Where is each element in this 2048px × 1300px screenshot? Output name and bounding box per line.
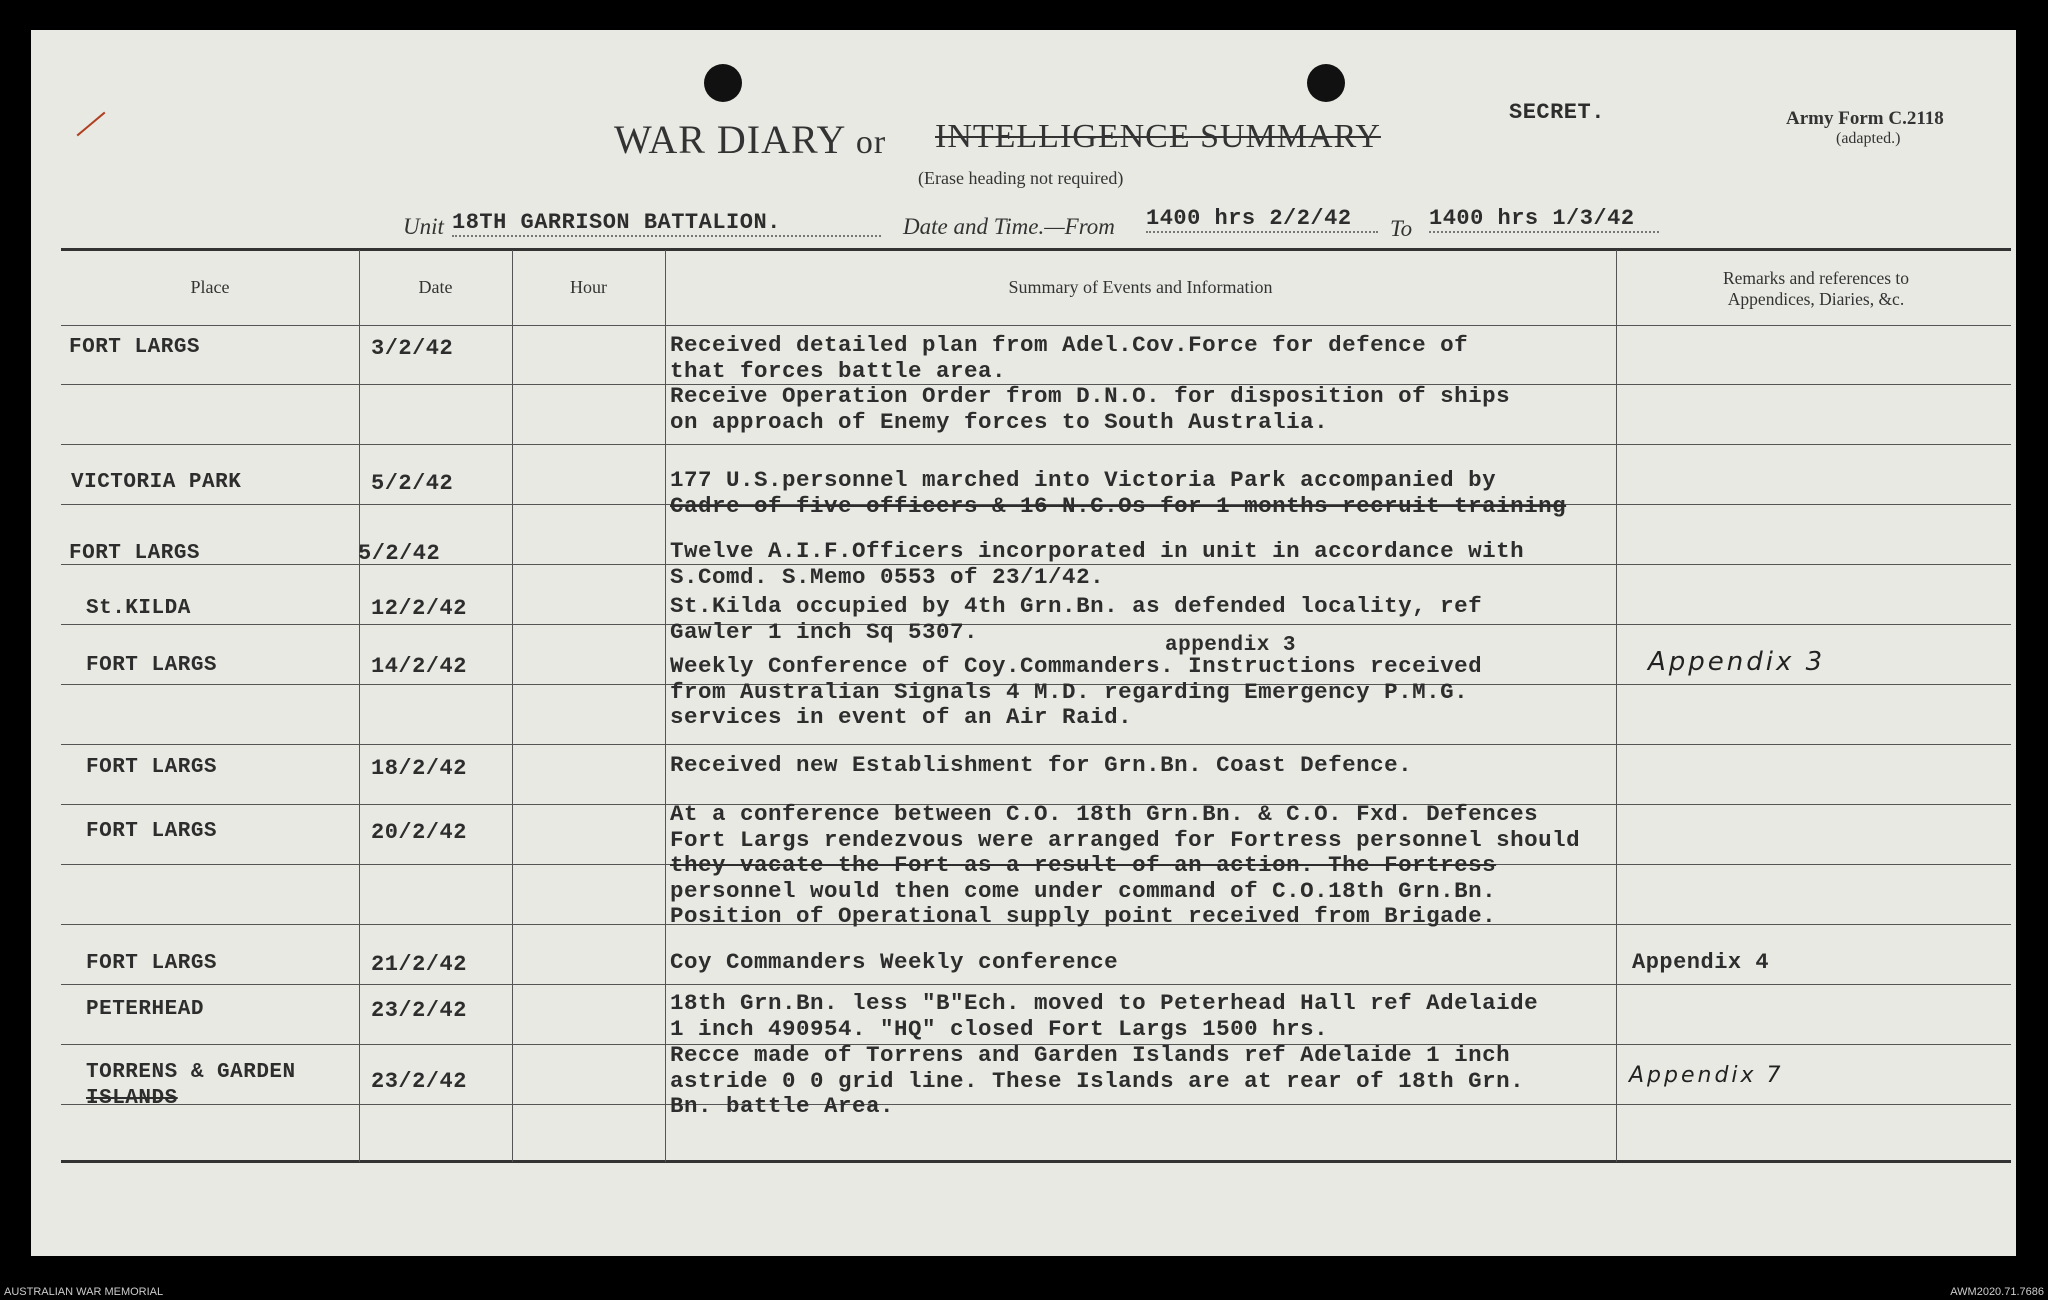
entry-summary: Twelve A.I.F.Officers incorporated in unit in accordance with S.Comd. S.Memo 0553 of 23/1/42. — [670, 538, 1525, 590]
col-hour: Hour — [570, 277, 607, 297]
entry-place: FORT LARGS — [69, 542, 201, 565]
appendix-note: appendix 3 — [1165, 634, 1297, 657]
entry-summary: 18th Grn.Bn. less "B"Ech. moved to Peterhead Hall ref Adelaide 1 inch 490954. "HQ" closed Fort Largs 1500 hrs. — [670, 990, 1539, 1042]
entry-date: 12/2/42 — [371, 596, 467, 621]
footer-left: AUSTRALIAN WAR MEMORIAL — [4, 1286, 164, 1298]
header-rule — [61, 325, 2011, 326]
datetime-label: Date and Time.—From — [903, 214, 1115, 239]
col-summary: Summary of Events and Information — [1008, 277, 1273, 297]
entry-summary: St.Kilda occupied by 4th Grn.Bn. as defended locality, ref Gawler 1 inch Sq 5307. — [670, 593, 1483, 645]
entry-summary: Recce made of Torrens and Garden Islands ref Adelaide 1 inch astride 0 0 grid line. These Islands are at rear of 18th Grn. Bn. battle Area. — [670, 1042, 1525, 1119]
col-remarks: Remarks and references to Appendices, Diaries, &c. — [1722, 268, 1910, 309]
diary-sheet — [31, 30, 2016, 1256]
entry-place: TORRENS & GARDEN ISLANDS — [86, 1061, 296, 1110]
entry-date: 21/2/42 — [371, 952, 467, 977]
page-title: WAR DIARY or — [614, 117, 887, 162]
entry-place: PETERHEAD — [86, 998, 204, 1021]
entry-place: FORT LARGS — [86, 820, 218, 843]
punch-hole — [1307, 64, 1345, 102]
form-label: Army Form C.2118 — [1786, 108, 1944, 129]
entry-summary: Weekly Conference of Coy.Commanders. Instructions received from Australian Signals 4 M.D. regarding Emergency P.M.G. services in event of an Air Raid. — [670, 653, 1483, 730]
entry-date: 20/2/42 — [371, 820, 467, 845]
entry-date: 5/2/42 — [358, 541, 441, 566]
entry-place: FORT LARGS — [86, 952, 218, 975]
to-value: 1400 hrs 1/3/42 — [1429, 206, 1659, 233]
classification-stamp: SECRET. — [1509, 100, 1605, 125]
entry-summary: 177 U.S.personnel marched into Victoria Park accompanied by Cadre of five officers & 16 N.C.Os for 1 months recruit training — [670, 467, 1567, 519]
punch-hole — [704, 64, 742, 102]
entry-date: 3/2/42 — [371, 336, 454, 361]
col-date: Date — [418, 277, 453, 297]
remark-handwritten: Appendix 7 — [1629, 1063, 1784, 1088]
entry-place: FORT LARGS — [86, 756, 218, 779]
remark-handwritten: Appendix 3 — [1648, 647, 1826, 677]
from-value: 1400 hrs 2/2/42 — [1146, 206, 1378, 233]
footer-right: AWM2020.71.7686 — [1950, 1286, 2044, 1298]
struck-heading: INTELLIGENCE SUMMARY — [935, 118, 1381, 155]
unit-label: Unit — [403, 214, 444, 239]
entry-date: 5/2/42 — [371, 471, 454, 496]
entry-place: FORT LARGS — [86, 654, 218, 677]
col-place: Place — [190, 277, 230, 297]
to-label: To — [1390, 216, 1413, 241]
entry-date: 23/2/42 — [371, 1069, 467, 1094]
entry-date: 14/2/42 — [371, 654, 467, 679]
entry-summary: At a conference between C.O. 18th Grn.Bn. & C.O. Fxd. Defences Fort Largs rendezvous were arranged for Fortress personnel should they vacate the Fort as a result of an action. The Fortress personnel would then come under command of C.O.18th Grn.Bn. Position of Operational supply point received from Brigade. — [670, 801, 1581, 929]
remark-appendix: Appendix 4 — [1632, 950, 1770, 975]
entry-place: St.KILDA — [86, 597, 191, 620]
table-bottom-rule — [61, 1160, 2011, 1163]
entry-place: FORT LARGS — [69, 336, 201, 359]
form-sub: (adapted.) — [1836, 130, 1901, 147]
table-top-rule — [61, 248, 2011, 251]
entry-summary: Coy Commanders Weekly conference — [670, 949, 1119, 975]
erase-note: (Erase heading not required) — [918, 168, 1124, 188]
entry-summary: Received new Establishment for Grn.Bn. Coast Defence. — [670, 752, 1413, 778]
unit-value: 18TH GARRISON BATTALION. — [452, 210, 881, 237]
entry-date: 23/2/42 — [371, 998, 467, 1023]
entry-summary: Received detailed plan from Adel.Cov.Force for defence of that forces battle area. Receive Operation Order from D.N.O. for disposition of ships on approach of Enemy forces to South Australia. — [670, 332, 1511, 435]
entry-date: 18/2/42 — [371, 756, 467, 781]
pencil-mark — [77, 112, 106, 137]
entry-place: VICTORIA PARK — [71, 471, 242, 494]
